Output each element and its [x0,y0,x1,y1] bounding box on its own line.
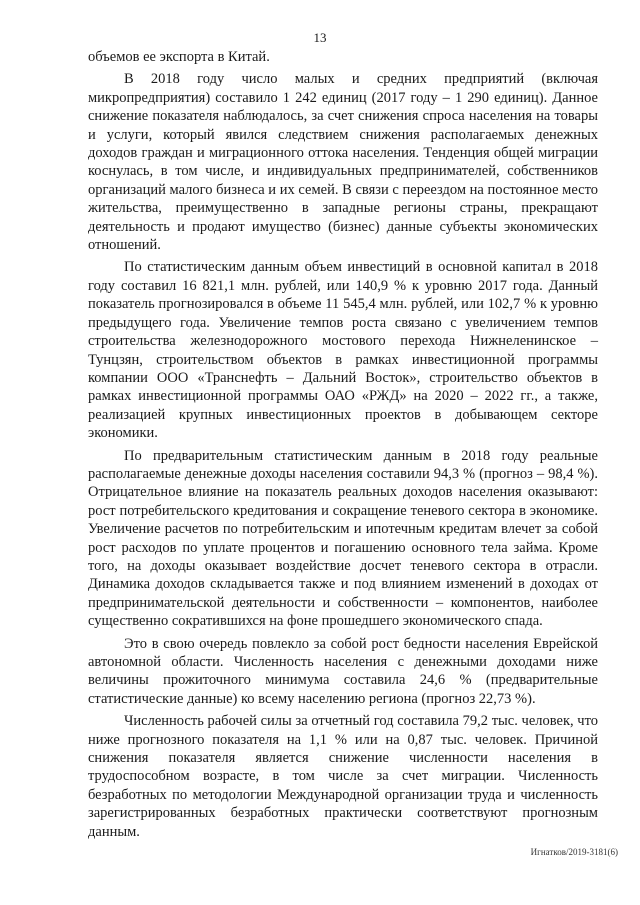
paragraph-1: объемов ее экспорта в Китай. [88,49,270,65]
document-body [88,48,598,845]
paragraph-3: По статистическим данным объем инвестиций в основной капитал в 2018 году составил 16 821,1 млн. рублей, или 140,9 % к уровню 2017 года. Данный показатель прогнозировался в объеме 11 545,4 млн. рублей, или 102,7 % к уровню предыдущего года. Увеличение темпов роста связано с увеличением темпов строительства железнодорожного мостового перехода Нижнеленинское – Тунцзян, строительством объектов в рамках инвестиционной программы компании ООО «Транснефть – Дальний Восток», строительство объектов в рамках инвестиционной программы ОАО «РЖД» на 2020 – 2022 гг., а также, реализацией крупных инвестиционных проектов в добывающем секторе экономики. [88,259,598,442]
paragraph-4: По предварительным статистическим данным в 2018 году реальные располагаемые денежные доходы населения составили 94,3 % (прогноз – 98,4 %). Отрицательное влияние на показатель реальных доходов населения оказывают: рост потребительского кредитования и сокращение теневого сектора в экономике. Увеличение расчетов по потребительским и ипотечным кредитам влечет за собой рост расходов по уплате процентов и погашению основного тела займа. Кроме того, на доходы оказывает воздействие досчет теневого сектора в отрасли. Динамика доходов складывается также и под влиянием изменений в доходах от предпринимательской деятельности и собственности – компонентов, наиболее существенно сократившихся на фоне прошедшего экономического спада. [88,447,598,630]
document-code: Игнатков/2019-3181(6) [530,847,618,857]
paragraph-6: Численность рабочей силы за отчетный год составила 79,2 тыс. человек, что ниже прогнозного показателя на 1,1 % или на 0,87 тыс. человек. Причиной снижения показателя является снижение численности населения в трудоспособном возрасте, в том числе за счет миграции. Численность безработных по методологии Международной организации труда и численность зарегистрированных безработных практически соответствуют прогнозным данным. [88,713,598,840]
page-number: 13 [313,30,327,45]
paragraph-5: Это в свою очередь повлекло за собой рост бедности населения Еврейской автономной области. Численность населения с денежными доходами ниже величины прожиточного минимума составила 24,6 % (предварительные статистические данные) ко всему населению региона (прогноз 22,73 %). [88,635,598,707]
paragraph-2: В 2018 году число малых и средних предприятий (включая микропредприятия) составило 1 242 единиц (2017 году – 1 290 единиц). Данное снижение показателя наблюдалось, за счет снижения спроса населения на товары и услуги, который явился следствием снижения располагаемых денежных доходов граждан и миграционного оттока населения. Тенденция общей миграции коснулась, в том числе, и индивидуальных предпринимателей, собственников организаций малого бизнеса и их семей. В связи с переездом на постоянное место жительства, преимущественно в западные регионы страны, прекращают деятельность и продают имущество (бизнес) данные субъекты экономических отношений. [88,71,598,254]
